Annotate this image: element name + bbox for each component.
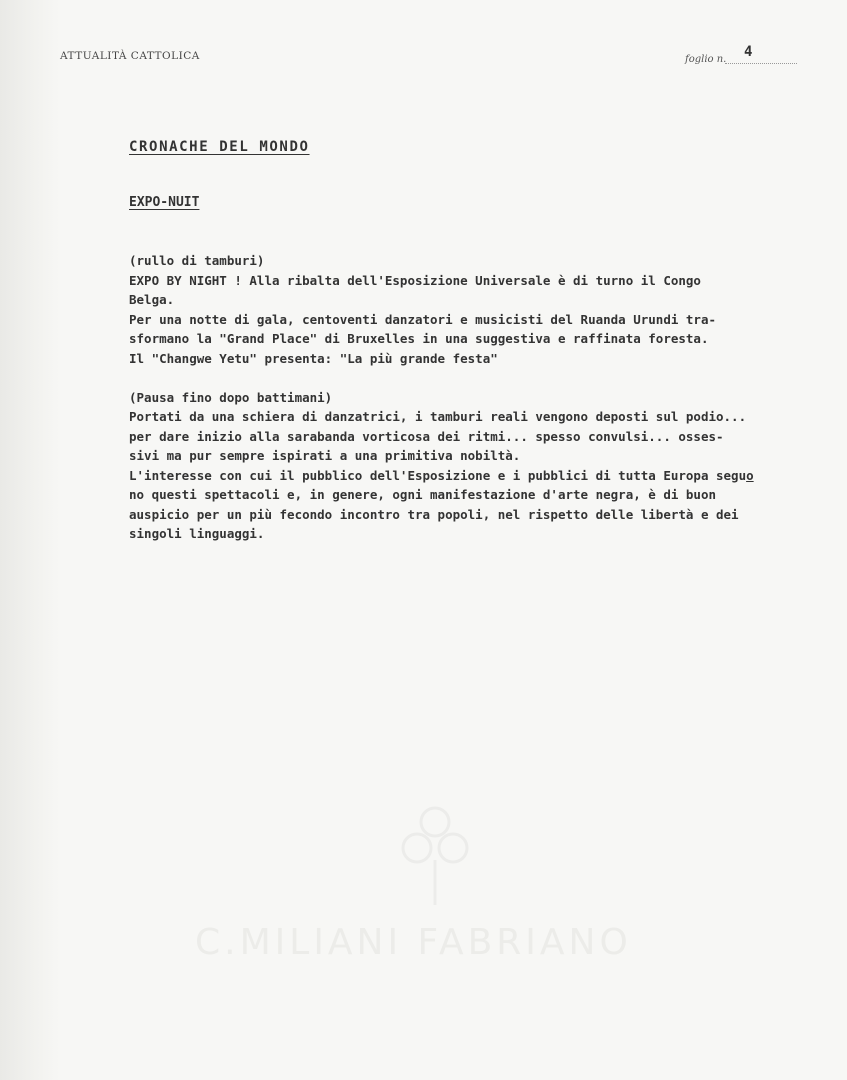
sheet-number: 4: [744, 44, 753, 60]
body-line: Portati da una schiera di danzatrici, i tamburi reali vengono deposti sul podio...: [129, 409, 747, 424]
paragraph-gap: [129, 368, 819, 388]
sheet-label: foglio n.: [685, 54, 727, 65]
paper-watermark: C.MILIANI FABRIANO: [195, 922, 632, 963]
body-line: no questi spettacoli e, in genere, ogni manifestazione d'arte negra, è di buon: [129, 487, 716, 502]
body-line-text: L'interesse con cui il pubblico dell'Esposizione e i pubblici di tutta Europa segu: [129, 467, 747, 483]
body-line: per dare inizio alla sarabanda vorticosa dei ritmi... spesso convulsi... osses-: [129, 428, 724, 444]
watermark-emblem-icon: [395, 800, 475, 910]
publication-name: ATTUALITÀ CATTOLICA: [60, 50, 200, 62]
body-line: Belga.: [129, 292, 175, 307]
stage-cue: (rullo di tamburi): [129, 253, 265, 268]
section-headline: CRONACHE DEL MONDO: [129, 139, 310, 155]
body-line: EXPO BY NIGHT ! Alla ribalta dell'Esposizione Universale è di turno il Congo: [129, 272, 701, 288]
body-line: Per una notte di gala, centoventi danzatori e musicisti del Ruanda Urundi tra-: [129, 311, 716, 327]
body-line: auspicio per un più fecondo incontro tra popoli, nel rispetto delle libertà e dei: [129, 506, 739, 522]
underlined-correction: o: [746, 467, 754, 483]
page-edge-shadow: [0, 0, 60, 1080]
article-body: [129, 251, 819, 544]
body-line: [129, 466, 819, 486]
body-line: singoli linguaggi.: [129, 526, 265, 541]
body-line: Il "Changwe Yetu" presenta: "La più grande festa": [129, 350, 498, 366]
body-line: sivi ma pur sempre ispirati a una primitiva nobiltà.: [129, 448, 521, 463]
article-title: EXPO-NUIT: [129, 195, 200, 210]
body-line: sformano la "Grand Place" di Bruxelles in una suggestiva e raffinata foresta.: [129, 331, 709, 346]
stage-cue: (Pausa fino dopo battimani): [129, 389, 333, 405]
sheet-number-field: [685, 44, 797, 65]
sheet-number-dotted-line: [725, 63, 797, 64]
